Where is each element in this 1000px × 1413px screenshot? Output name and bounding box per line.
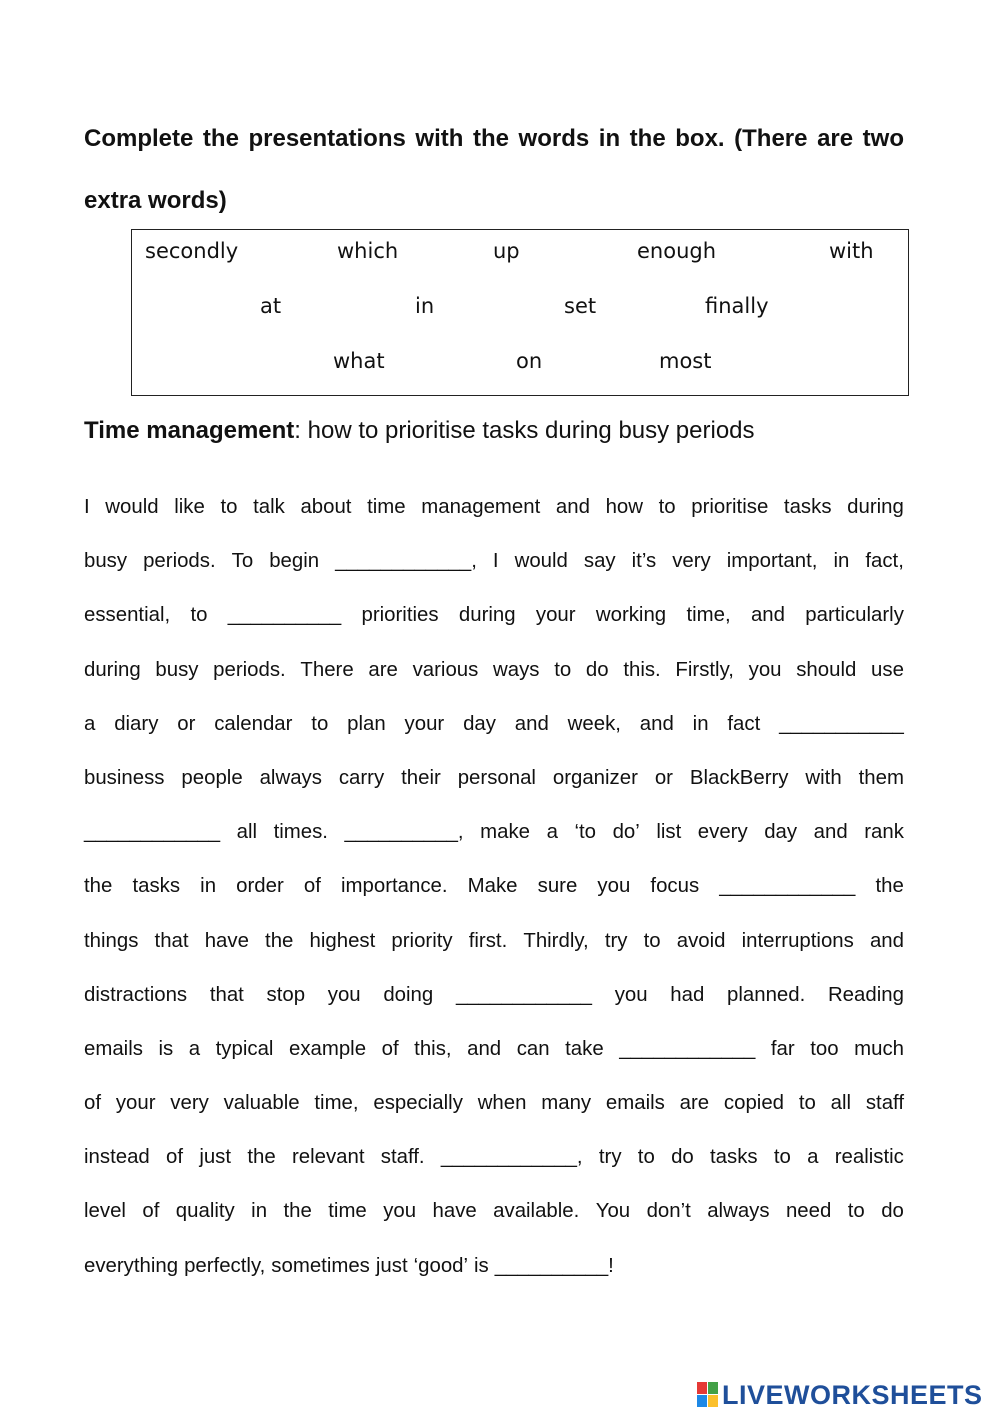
passage-word: Firstly, — [675, 658, 734, 681]
passage-word: staff — [865, 1092, 904, 1115]
passage-word: try — [598, 1146, 622, 1169]
passage-word: very — [170, 1092, 209, 1115]
passage-word: during — [458, 604, 516, 627]
word-box-item: most — [659, 349, 712, 373]
passage-word: when — [477, 1092, 527, 1115]
passage-word: everything — [84, 1254, 179, 1277]
answer-blank[interactable]: ____________, — [335, 550, 477, 573]
passage-line — [84, 480, 904, 534]
passage-word: this, — [414, 1037, 452, 1060]
passage-word: time, — [686, 604, 731, 627]
passage-word: realistic — [834, 1146, 904, 1169]
passage-word: should — [796, 658, 857, 681]
passage-word: to — [773, 1146, 791, 1169]
passage-word: I — [84, 496, 90, 518]
word-box-item: up — [493, 239, 520, 263]
passage-word: organizer — [552, 766, 638, 789]
passage-word: highest — [309, 929, 376, 952]
passage-word: do’ — [612, 821, 640, 844]
passage-word: various — [412, 658, 479, 681]
passage-word: all — [830, 1092, 852, 1115]
passage-word: priority — [391, 929, 453, 952]
passage-word: them — [858, 766, 904, 789]
passage-word: BlackBerry — [689, 766, 789, 789]
passage-word: busy — [155, 658, 199, 681]
passage-word: planned. — [727, 983, 806, 1006]
passage-word: don’t — [646, 1200, 691, 1223]
passage-word: with — [805, 766, 842, 789]
passage-word: the — [247, 1146, 276, 1169]
answer-blank[interactable]: ____________, — [440, 1146, 583, 1169]
instruction-heading: Complete the presentations with the words in the box. (There are two extra words) — [84, 125, 904, 214]
passage-word: avoid — [676, 929, 726, 952]
passage-word: you — [327, 983, 361, 1006]
passage-word: diary — [114, 712, 159, 735]
passage-word: staff. — [380, 1146, 425, 1169]
passage-word: during — [847, 496, 904, 518]
passage-word: time — [328, 1200, 367, 1223]
passage-word: busy — [84, 550, 128, 573]
passage-word: business — [84, 766, 165, 789]
passage-word: perfectly, — [184, 1254, 266, 1277]
passage-word: tasks — [132, 875, 181, 898]
passage-word: and — [750, 604, 785, 627]
passage-word: available. — [493, 1200, 580, 1223]
passage-word: carry — [338, 766, 385, 789]
passage-word: plan — [347, 712, 386, 735]
passage-word: a — [546, 821, 558, 844]
passage-word: sometimes — [271, 1254, 370, 1277]
passage-word: their — [401, 766, 441, 789]
passage-word: Make — [467, 875, 518, 898]
passage-word: can — [516, 1037, 550, 1060]
passage-word: the — [265, 929, 294, 952]
passage-word: emails — [605, 1092, 665, 1115]
passage — [84, 480, 904, 1293]
passage-line — [84, 968, 904, 1022]
answer-blank[interactable]: __________, — [344, 821, 464, 844]
passage-word: typical — [215, 1037, 274, 1060]
passage-word: you — [383, 1200, 417, 1223]
passage-word: order — [236, 875, 284, 898]
passage-word: copied — [723, 1092, 785, 1115]
passage-word: you — [597, 875, 631, 898]
passage-word: of — [166, 1146, 184, 1169]
passage-word: ‘good’ — [413, 1254, 469, 1277]
passage-word: you — [748, 658, 782, 681]
passage-word: always — [259, 766, 322, 789]
passage-word: your — [115, 1092, 156, 1115]
passage-word: had — [670, 983, 705, 1006]
passage-word: week, — [567, 712, 621, 735]
passage-word: too — [810, 1037, 839, 1060]
passage-word: relevant — [291, 1146, 365, 1169]
passage-word: all — [236, 821, 258, 844]
passage-word: have — [432, 1200, 477, 1223]
passage-word: in — [200, 875, 217, 898]
passage-word: is — [158, 1037, 174, 1060]
word-box-item: what — [333, 349, 385, 373]
passage-word: and — [869, 929, 904, 952]
passage-word: use — [871, 658, 904, 681]
answer-blank[interactable]: __________ — [227, 604, 342, 627]
passage-word: the — [875, 875, 904, 898]
passage-word: the — [84, 875, 113, 898]
passage-word: far — [770, 1037, 795, 1060]
passage-word: priorities — [361, 604, 439, 627]
word-box-item: in — [415, 294, 435, 318]
passage-word: try — [604, 929, 628, 952]
passage-word: do — [585, 658, 609, 681]
passage-word: especially — [373, 1092, 463, 1115]
passage-line — [84, 643, 904, 697]
section-title — [84, 414, 755, 448]
passage-word: need — [785, 1200, 832, 1223]
answer-blank[interactable]: __________! — [494, 1254, 614, 1277]
liveworksheets-icon — [697, 1382, 719, 1408]
passage-word: fact, — [865, 550, 904, 573]
passage-word: to — [643, 929, 661, 952]
liveworksheets-text: LIVEWORKSHEETS — [722, 1379, 983, 1410]
passage-line — [84, 1076, 904, 1130]
passage-word: management — [421, 496, 541, 518]
passage-word: in — [833, 550, 850, 573]
passage-word: things — [84, 929, 139, 952]
passage-word: You — [595, 1200, 631, 1223]
passage-word: time — [367, 496, 406, 518]
passage-word: a — [188, 1037, 201, 1060]
answer-blank[interactable]: ___________ — [779, 712, 904, 735]
passage-word: are — [368, 658, 398, 681]
passage-word: to — [554, 658, 572, 681]
passage-word: quality — [175, 1200, 235, 1223]
passage-word: the — [283, 1200, 312, 1223]
word-box-item: which — [337, 239, 399, 263]
passage-word: to — [190, 604, 208, 627]
passage-line — [84, 534, 904, 588]
passage-word: how — [605, 496, 643, 518]
passage-word: your — [404, 712, 445, 735]
passage-word: to — [220, 496, 238, 518]
passage-word: take — [565, 1037, 604, 1060]
passage-word: or — [177, 712, 196, 735]
passage-word: about — [300, 496, 352, 518]
passage-word: ways — [493, 658, 540, 681]
passage-word: of — [381, 1037, 399, 1060]
passage-word: to — [311, 712, 329, 735]
passage-word: periods. — [213, 658, 286, 681]
passage-word: I — [492, 550, 499, 573]
passage-line — [84, 588, 904, 642]
passage-word: to — [658, 496, 676, 518]
passage-word: interruptions — [741, 929, 854, 952]
passage-word: that — [209, 983, 244, 1006]
passage-word: example — [288, 1037, 367, 1060]
passage-line — [84, 1239, 904, 1293]
passage-word: make — [480, 821, 531, 844]
word-box — [131, 229, 909, 396]
passage-word: do — [881, 1200, 904, 1223]
passage-word: this. — [623, 658, 661, 681]
passage-word: first. — [468, 929, 508, 952]
passage-word: begin — [269, 550, 320, 573]
passage-word: to — [637, 1146, 655, 1169]
passage-word: To — [231, 550, 254, 573]
passage-word: day — [463, 712, 496, 735]
passage-word: stop — [266, 983, 306, 1006]
passage-word: important, — [726, 550, 818, 573]
passage-word: every — [697, 821, 748, 844]
word-box-item: secondly — [145, 239, 239, 263]
passage-word: many — [541, 1092, 592, 1115]
passage-word: like — [174, 496, 205, 518]
word-box-item: with — [829, 239, 874, 263]
passage-word: sure — [537, 875, 578, 898]
passage-word: There — [300, 658, 354, 681]
passage-word: say — [583, 550, 616, 573]
passage-word: a — [84, 712, 96, 735]
passage-word: is — [474, 1254, 489, 1277]
passage-word: tasks — [710, 1146, 758, 1169]
passage-word: and — [514, 712, 549, 735]
answer-blank[interactable]: ____________ — [455, 983, 593, 1006]
passage-word: day — [764, 821, 798, 844]
passage-word: working — [595, 604, 667, 627]
passage-word: time, — [314, 1092, 359, 1115]
passage-word: it’s — [631, 550, 657, 573]
passage-word: your — [535, 604, 576, 627]
answer-blank[interactable]: ____________ — [619, 1037, 756, 1060]
passage-word: particularly — [805, 604, 904, 627]
passage-line — [84, 1130, 904, 1184]
passage-word: a — [807, 1146, 819, 1169]
passage-word: very — [672, 550, 711, 573]
answer-blank[interactable]: ____________ — [84, 821, 221, 844]
passage-word: that — [154, 929, 189, 952]
passage-word: to — [798, 1092, 816, 1115]
section-title-bold: Time management — [84, 417, 295, 444]
passage-word: to — [847, 1200, 865, 1223]
passage-word: ‘to — [574, 821, 597, 844]
passage-word: and — [813, 821, 848, 844]
passage-line — [84, 751, 904, 805]
passage-word: doing — [383, 983, 434, 1006]
passage-line — [84, 859, 904, 913]
passage-word: have — [204, 929, 249, 952]
word-box-item: set — [564, 294, 597, 318]
passage-word: level — [84, 1200, 126, 1223]
passage-word: you — [614, 983, 648, 1006]
passage-word: Thirdly, — [523, 929, 589, 952]
passage-word: in — [251, 1200, 268, 1223]
word-box-item: on — [516, 349, 543, 373]
passage-word: personal — [457, 766, 536, 789]
passage-word: talk — [253, 496, 285, 518]
passage-word: Reading — [827, 983, 904, 1006]
section-title-rest: : how to prioritise tasks during busy periods — [294, 417, 755, 444]
passage-word: are — [679, 1092, 710, 1115]
passage-word: always — [707, 1200, 770, 1223]
passage-word: of — [142, 1200, 160, 1223]
word-box-item: finally — [705, 294, 769, 318]
passage-line — [84, 1022, 904, 1076]
passage-word: tasks — [783, 496, 832, 518]
passage-word: just — [375, 1254, 408, 1277]
passage-line — [84, 1184, 904, 1238]
passage-word: during — [84, 658, 141, 681]
passage-word: importance. — [341, 875, 448, 898]
passage-word: of — [84, 1092, 102, 1115]
passage-word: list — [656, 821, 682, 844]
passage-word: distractions — [84, 983, 188, 1006]
passage-word: rank — [864, 821, 904, 844]
passage-word: would — [105, 496, 159, 518]
passage-line — [84, 805, 904, 859]
passage-word: fact — [727, 712, 761, 735]
passage-word: emails — [84, 1037, 143, 1060]
passage-word: times. — [273, 821, 328, 844]
passage-word: valuable — [223, 1092, 300, 1115]
passage-line — [84, 914, 904, 968]
passage-word: focus — [650, 875, 700, 898]
passage-word: prioritise — [691, 496, 769, 518]
passage-word: and — [555, 496, 590, 518]
liveworksheets-logo — [697, 1379, 983, 1411]
passage-word: of — [303, 875, 321, 898]
passage-word: just — [199, 1146, 232, 1169]
passage-word: much — [854, 1037, 904, 1060]
passage-word: instead — [84, 1146, 150, 1169]
passage-word: and — [467, 1037, 502, 1060]
word-box-item: enough — [637, 239, 717, 263]
passage-line — [84, 697, 904, 751]
passage-word: or — [654, 766, 673, 789]
passage-word: do — [671, 1146, 694, 1169]
answer-blank[interactable]: ____________ — [719, 875, 856, 898]
passage-word: would — [514, 550, 568, 573]
passage-word: in — [692, 712, 709, 735]
word-box-item: at — [260, 294, 282, 318]
passage-word: people — [181, 766, 243, 789]
passage-word: and — [639, 712, 674, 735]
passage-word: calendar — [214, 712, 293, 735]
passage-word: periods. — [143, 550, 216, 573]
passage-word: essential, — [84, 604, 171, 627]
